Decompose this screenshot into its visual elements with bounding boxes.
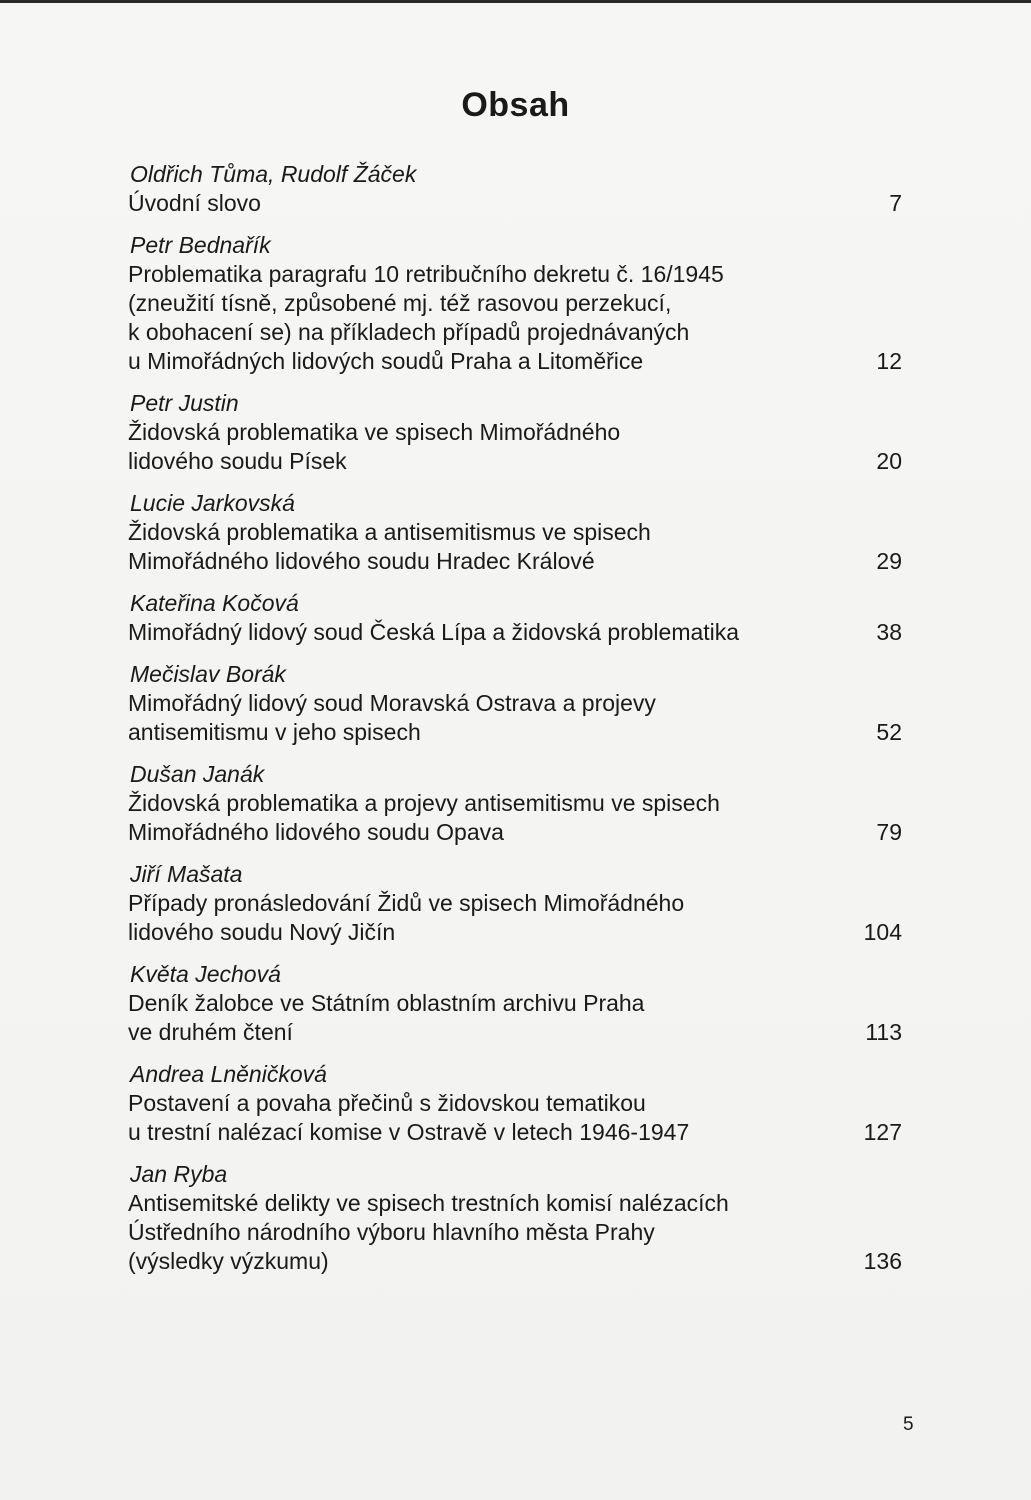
toc-entry: [128, 489, 908, 576]
toc-entry-author: Dušan Janák: [130, 761, 265, 787]
toc-entry-title-line: Postavení a povaha přečinů s židovskou tematikou: [128, 1090, 646, 1116]
toc-entry: [128, 960, 908, 1047]
toc-entry-title-line: ve druhém čtení: [128, 1019, 293, 1045]
toc-entry-title-line: Mimořádný lidový soud Česká Lípa a židovská problematika: [128, 619, 740, 645]
toc-entry-title-row: [128, 989, 908, 1047]
toc-entry-title-line: Případy pronásledování Židů ve spisech Mimořádného: [128, 890, 685, 916]
toc-entry-page-number: 104: [863, 919, 902, 945]
toc-entry-page-number: 20: [876, 448, 902, 474]
toc-entry-title-row: [128, 518, 908, 576]
toc-entry-title-line: Mimořádného lidového soudu Hradec Králové: [128, 548, 595, 574]
toc-entry: [128, 1160, 908, 1276]
toc-entry-title-line: Deník žalobce ve Státním oblastním archivu Praha: [128, 990, 645, 1016]
toc-entry-title: [128, 989, 818, 1047]
toc-entry-title-line: lidového soudu Nový Jičín: [128, 919, 396, 945]
toc-entry-page-number: 79: [876, 819, 902, 845]
toc-entry-author: Kateřina Kočová: [130, 590, 299, 616]
toc-entry-title: [128, 418, 818, 476]
toc-entry-title: [128, 260, 818, 376]
toc-entry-page-number: 127: [863, 1119, 902, 1145]
toc-entry-title-line: Židovská problematika ve spisech Mimořádného: [128, 419, 621, 445]
toc-entry-title-line: Úvodní slovo: [128, 190, 261, 216]
page-number: 5: [903, 1414, 914, 1435]
toc-entry-title-row: [128, 1089, 908, 1147]
toc-entry-author: Petr Bednařík: [130, 232, 271, 258]
toc-entry-title-row: [128, 418, 908, 476]
toc-entry-title: [128, 618, 818, 647]
toc-entry-author: Mečislav Borák: [130, 661, 286, 687]
toc-entry-title: [128, 518, 818, 576]
toc-entry-title-row: [128, 789, 908, 847]
toc-entry-title-line: Mimořádný lidový soud Moravská Ostrava a projevy: [128, 690, 656, 716]
table-of-contents: [128, 160, 908, 1289]
toc-entry: [128, 760, 908, 847]
toc-entry: [128, 860, 908, 947]
toc-entry-author: Petr Justin: [130, 390, 239, 416]
toc-entry-title-row: [128, 189, 908, 218]
toc-entry: [128, 389, 908, 476]
toc-entry-page-number: 12: [876, 348, 902, 374]
toc-entry-author: Lucie Jarkovská: [130, 490, 295, 516]
toc-entry-title: [128, 1089, 818, 1147]
toc-entry-title-line: (výsledky výzkumu): [128, 1248, 329, 1274]
toc-entry-title-line: Problematika paragrafu 10 retribučního dekretu č. 16/1945: [128, 261, 724, 287]
toc-entry-page-number: 113: [865, 1019, 902, 1045]
toc-entry-title-row: [128, 689, 908, 747]
toc-entry-title: [128, 189, 818, 218]
toc-entry-title-line: Antisemitské delikty ve spisech trestních komisí nalézacích: [128, 1190, 729, 1216]
toc-entry-title-row: [128, 1189, 908, 1276]
toc-entry-page-number: 38: [876, 619, 902, 645]
toc-entry-page-number: 29: [876, 548, 902, 574]
toc-entry-title-line: u trestní nalézací komise v Ostravě v letech 1946-1947: [128, 1119, 690, 1145]
toc-entry-title-line: antisemitismu v jeho spisech: [128, 719, 421, 745]
toc-entry-title: [128, 1189, 818, 1276]
toc-entry-page-number: 7: [889, 190, 902, 216]
toc-entry-author: Oldřich Tůma, Rudolf Žáček: [130, 161, 417, 187]
toc-entry-author: Květa Jechová: [130, 961, 281, 987]
toc-entry-title-line: lidového soudu Písek: [128, 448, 347, 474]
toc-entry-title-line: Ústředního národního výboru hlavního města Prahy: [128, 1219, 655, 1245]
toc-entry-title: [128, 889, 818, 947]
toc-entry-title-line: Mimořádného lidového soudu Opava: [128, 819, 504, 845]
toc-entry-title: [128, 789, 818, 847]
page-title: Obsah: [461, 86, 570, 124]
toc-entry-page-number: 136: [863, 1248, 902, 1274]
page-top-edge: [0, 0, 1031, 3]
toc-entry-title-row: [128, 889, 908, 947]
toc-entry-page-number: 52: [876, 719, 902, 745]
toc-entry-author: Andrea Lněničková: [130, 1061, 327, 1087]
toc-entry-author: Jiří Mašata: [130, 861, 243, 887]
toc-entry: [128, 231, 908, 376]
toc-entry-title-row: [128, 618, 908, 647]
toc-entry-title-row: [128, 260, 908, 376]
toc-entry: [128, 660, 908, 747]
toc-entry-title: [128, 689, 818, 747]
toc-entry: [128, 160, 908, 218]
toc-entry: [128, 589, 908, 647]
toc-entry-title-line: k obohacení se) na příkladech případů projednávaných: [128, 319, 690, 345]
toc-entry-title-line: Židovská problematika a projevy antisemitismu ve spisech: [128, 790, 720, 816]
toc-entry-title-line: (zneužití tísně, způsobené mj. též rasovou perzekucí,: [128, 290, 672, 316]
toc-entry-title-line: u Mimořádných lidových soudů Praha a Litoměřice: [128, 348, 644, 374]
toc-entry-author: Jan Ryba: [130, 1161, 228, 1187]
toc-entry-title-line: Židovská problematika a antisemitismus ve spisech: [128, 519, 651, 545]
toc-entry: [128, 1060, 908, 1147]
